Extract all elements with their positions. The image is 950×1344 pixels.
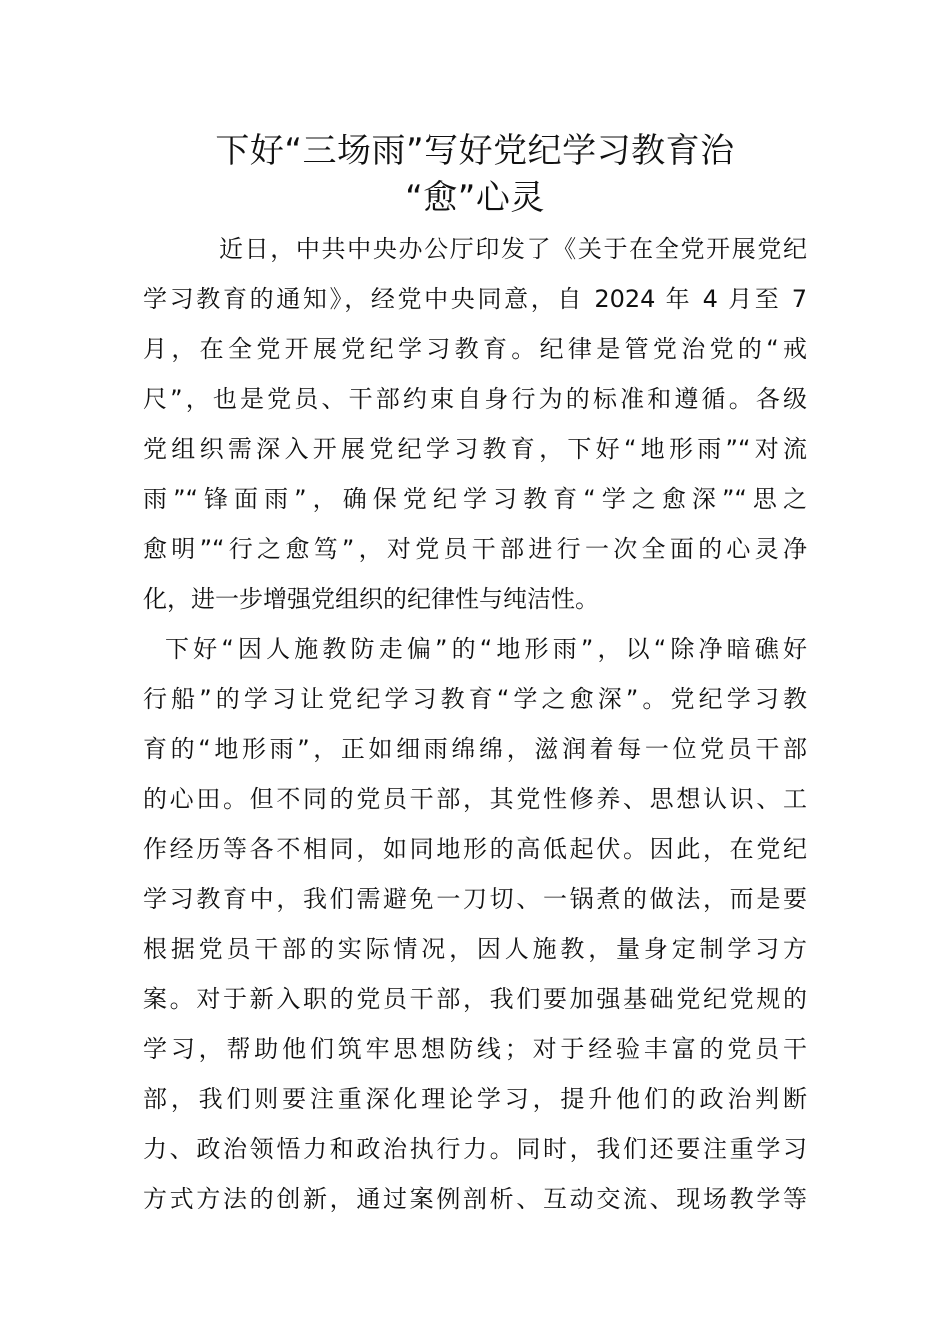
title-line-1: 下好“三场雨”写好党纪学习教育治 (215, 131, 735, 171)
paragraph-line: 方式方法的创新，通过案例剖析、互动交流、现场教学等 (143, 1185, 807, 1213)
document-title (143, 128, 807, 222)
paragraph-line: 化，进一步增强党组织的纪律性与纯洁性。 (143, 585, 599, 613)
paragraph-line: 根据党员干部的实际情况，因人施教，量身定制学习方 (143, 935, 807, 963)
paragraph-line: 部，我们则要注重深化理论学习，提升他们的政治判断 (143, 1085, 807, 1113)
paragraph-1 (143, 224, 807, 624)
document-body (143, 224, 807, 1224)
paragraph-line: 党组织需深入开展党纪学习教育，下好“地形雨”“对流 (143, 435, 807, 463)
paragraph-line: 作经历等各不相同，如同地形的高低起伏。因此，在党纪 (143, 835, 807, 863)
paragraph-line: 力、政治领悟力和政治执行力。同时，我们还要注重学习 (143, 1135, 807, 1163)
paragraph-line: 行船”的学习让党纪学习教育“学之愈深”。党纪学习教 (143, 685, 807, 713)
paragraph-line: 的心田。但不同的党员干部，其党性修养、思想认识、工 (143, 785, 807, 813)
paragraph-line: 月，在全党开展党纪学习教育。纪律是管党治党的“戒 (143, 335, 807, 363)
paragraph-2 (143, 624, 807, 1224)
paragraph-line: 育的“地形雨”，正如细雨绵绵，滋润着每一位党员干部 (143, 735, 807, 763)
paragraph-line: 近日，中共中央办公厅印发了《关于在全党开展党纪 (219, 235, 807, 263)
paragraph-line: 学习教育的通知》，经党中央同意，自 2024 年 4 月至 7 (143, 285, 807, 313)
title-line-2: “愈”心灵 (405, 178, 545, 218)
paragraph-line: 尺”，也是党员、干部约束自身行为的标准和遵循。各级 (143, 385, 807, 413)
paragraph-line: 学习，帮助他们筑牢思想防线；对于经验丰富的党员干 (143, 1035, 807, 1063)
paragraph-line: 下好“因人施教防走偏”的“地形雨”，以“除净暗礁好 (165, 635, 807, 663)
paragraph-line: 雨”“锋面雨”，确保党纪学习教育“学之愈深”“思之 (143, 485, 807, 513)
paragraph-line: 愈明”“行之愈笃”，对党员干部进行一次全面的心灵净 (143, 535, 807, 563)
paragraph-line: 案。对于新入职的党员干部，我们要加强基础党纪党规的 (143, 985, 807, 1013)
paragraph-line: 学习教育中，我们需避免一刀切、一锅煮的做法，而是要 (143, 885, 807, 913)
